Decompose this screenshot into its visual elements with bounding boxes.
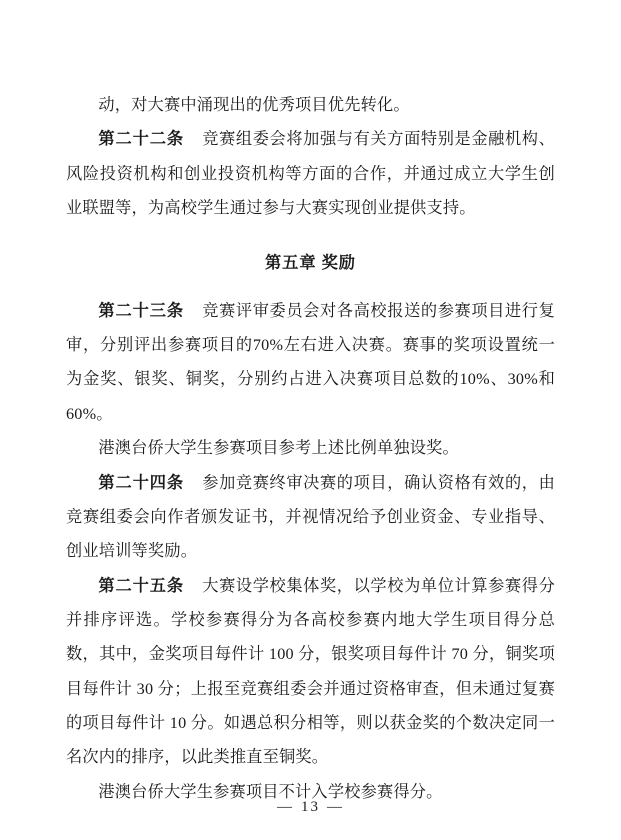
paragraph-continuation: 动，对大赛中涌现出的优秀项目优先转化。 <box>98 96 410 114</box>
article-22-label: 第二十二条 <box>98 130 184 149</box>
article-25 <box>66 569 555 775</box>
article-23-text: 竞赛评审委员会对各高校报送的参赛项目进行复审，分别评出参赛项目的70%左右进入决赛。赛事的奖项设置统一为金奖、银奖、铜奖，分别约占进入决赛项目总数的10%、30%和60%。 <box>66 301 556 423</box>
footer-dash-left: — <box>277 799 294 815</box>
page-number: 13 <box>301 799 320 815</box>
paragraph-gat-score: 港澳台侨大学生参赛项目不计入学校参赛得分。 <box>98 782 443 801</box>
document-body <box>66 88 555 809</box>
footer-dash-right: — <box>327 799 344 815</box>
article-22 <box>66 122 555 225</box>
paragraph-gat-awards: 港澳台侨大学生参赛项目参考上述比例单独设奖。 <box>98 439 459 458</box>
article-25-label: 第二十五条 <box>98 576 184 595</box>
article-24-label: 第二十四条 <box>98 473 184 492</box>
article-24-text: 参加竞赛终审决赛的项目，确认资格有效的，由竞赛组委会向作者颁发证书，并视情况给予创业资金、专业指导、创业培训等奖励。 <box>66 473 556 561</box>
article-23 <box>66 294 555 431</box>
article-24 <box>66 466 555 569</box>
article-25-text: 大赛设学校集体奖，以学校为单位计算参赛得分并排序评选。学校参赛得分为各高校参赛内地大学生项目得分总数，其中，金奖项目每件计 100 分，银奖项目每件计 70 分，铜奖项目每件计 30 分；上报至竞赛组委会并通过资格审查，但未通过复赛的项目每件计 10 分。如遇总积分相等，则以获金奖的个数决定同一名次内的排序，以此类推直至铜奖。 <box>66 576 556 767</box>
article-22-text: 竞赛组委会将加强与有关方面特别是金融机构、风险投资机构和创业投资机构等方面的合作，并通过成立大学生创业联盟等，为高校学生通过参与大赛实现创业提供支持。 <box>66 130 556 218</box>
page-footer <box>0 799 621 816</box>
chapter-heading-5: 第五章 奖励 <box>265 254 356 273</box>
article-23-label: 第二十三条 <box>98 301 184 320</box>
